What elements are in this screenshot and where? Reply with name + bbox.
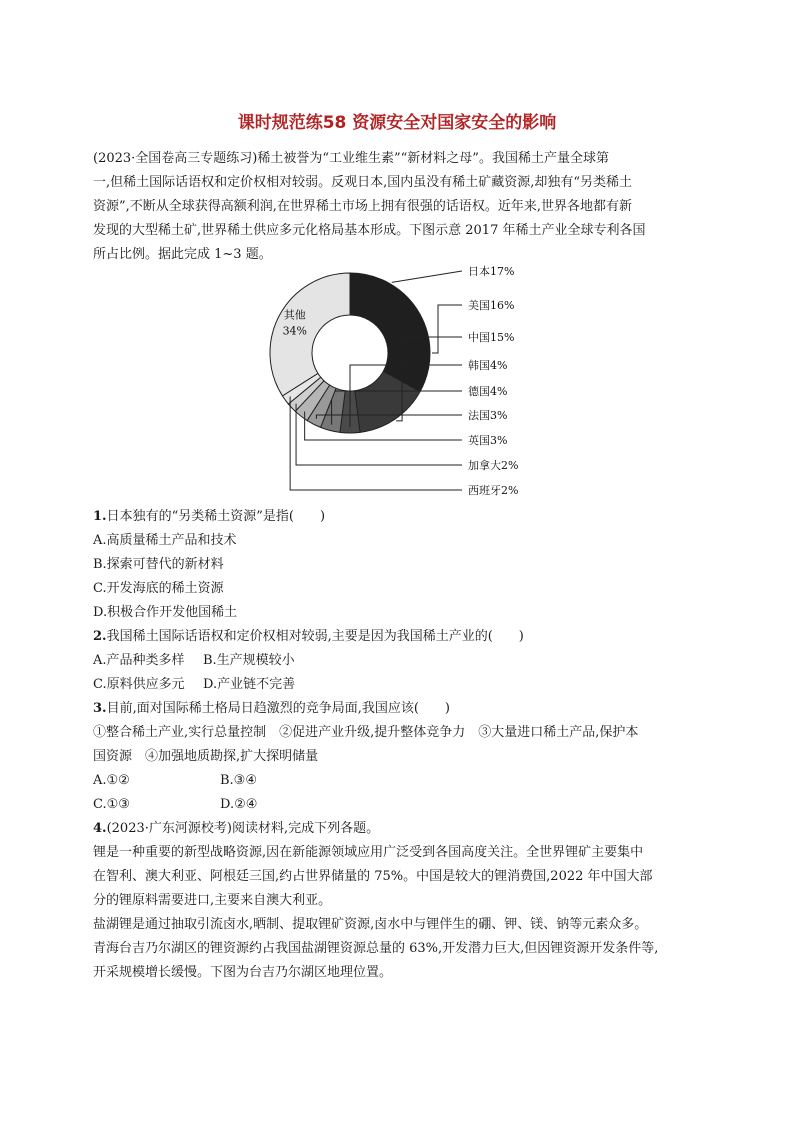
slice-label: 英国3% <box>468 434 508 447</box>
q3-option-b[interactable]: B.③④ <box>220 773 257 788</box>
q1-option-a[interactable]: A.高质量稀土产品和技术 <box>93 533 237 548</box>
q4-material-line: 在智利、澳大利亚、阿根廷三国,约占世界储量的 75%。中国是较大的锂消费国,2022 年中国大部 <box>93 869 653 884</box>
q2-option-b[interactable]: B.生产规模较小 <box>203 653 295 668</box>
other-label: 其他 <box>283 308 306 322</box>
question-1 <box>93 505 705 625</box>
q4-stem: (2023·广东河源校考)阅读材料,完成下列各题。 <box>106 821 380 836</box>
q2-option-a[interactable]: A.产品种类多样 <box>93 653 185 668</box>
q3-option-a[interactable]: A.①② <box>93 773 130 788</box>
slice-label: 西班牙2% <box>468 484 519 497</box>
slice-label: 法国3% <box>468 409 508 422</box>
donut-svg <box>260 258 550 508</box>
intro-line: 资源”,不断从全球获得高额利润,在世界稀土市场上拥有很强的话语权。近年来,世界各地都有新 <box>93 199 633 214</box>
question-3 <box>93 697 705 817</box>
slice-label: 加拿大2% <box>468 459 519 472</box>
q2-stem: 我国稀土国际话语权和定价权相对较弱,主要是因为我国稀土产业的( ) <box>106 629 524 644</box>
q3-statement-line: ①整合稀土产业,实行总量控制 ②促进产业升级,提升整体竞争力 ③大量进口稀土产品,保护本 <box>93 725 639 740</box>
page-title: 课时规范练58 资源安全对国家安全的影响 <box>237 113 557 133</box>
q3-stem: 目前,面对国际稀土格局日趋激烈的竞争局面,我国应该( ) <box>106 701 450 716</box>
slice-label: 中国15% <box>468 331 515 344</box>
q4-material-line: 青海台吉乃尔湖区的锂资源约占我国盐湖锂资源总量的 63%,开发潜力巨大,但因锂资源开发条件等, <box>93 941 659 956</box>
q4-material-line: 盐湖锂是通过抽取引流卤水,晒制、提取锂矿资源,卤水中与锂伴生的硼、钾、镁、钠等元素众多。 <box>93 917 648 932</box>
q2-option-c[interactable]: C.原料供应多元 <box>93 677 185 692</box>
leader-line <box>432 305 462 353</box>
q1-option-d[interactable]: D.积极合作开发他国稀土 <box>93 605 238 620</box>
intro-passage <box>93 147 705 267</box>
intro-line: 发现的大型稀土矿,世界稀土供应多元化格局基本形成。下图示意 2017 年稀土产业全球专利各国 <box>93 223 646 238</box>
q3-statement-line: 国资源 ④加强地质勘探,扩大探明储量 <box>93 749 319 764</box>
intro-line: (2023·全国卷高三专题练习)稀土被誉为“工业维生素”“新材料之母”。我国稀土产量全球第 <box>93 151 609 166</box>
slice-label: 美国16% <box>468 299 515 312</box>
q1-stem: 日本独有的“另类稀土资源”是指( ) <box>106 509 326 524</box>
leader-line <box>392 271 462 282</box>
q3-number: 3. <box>93 701 107 716</box>
slice-label: 德国4% <box>468 385 508 398</box>
slice-label: 韩国4% <box>468 359 508 372</box>
intro-line: 一,但稀土国际话语权和定价权相对较弱。反观日本,国内虽没有稀土矿藏资源,却独有“另类稀土 <box>93 175 633 190</box>
q2-option-d[interactable]: D.产业链不完善 <box>203 677 296 692</box>
q1-option-c[interactable]: C.开发海底的稀土资源 <box>93 581 224 596</box>
q4-material-line: 开采规模增长缓慢。下图为台吉乃尔湖区地理位置。 <box>93 965 393 980</box>
patent-share-donut-chart <box>260 258 550 508</box>
q3-option-c[interactable]: C.①③ <box>93 797 130 812</box>
question-2 <box>93 625 705 697</box>
q2-number: 2. <box>93 629 107 644</box>
other-percent: 34% <box>282 324 308 338</box>
question-4 <box>93 817 705 985</box>
intro-line: 所占比例。据此完成 1~3 题。 <box>93 247 272 262</box>
slice-label: 日本17% <box>468 265 515 278</box>
q3-option-d[interactable]: D.②④ <box>220 797 258 812</box>
q4-material-line: 锂是一种重要的新型战略资源,因在新能源领域应用广泛受到各国高度关注。全世界锂矿主要集中 <box>93 845 644 860</box>
q4-material-line: 分的锂原料需要进口,主要来自澳大利亚。 <box>93 893 332 908</box>
q1-number: 1. <box>93 509 107 524</box>
q4-number: 4. <box>93 821 107 836</box>
q1-option-b[interactable]: B.探索可替代的新材料 <box>93 557 224 572</box>
